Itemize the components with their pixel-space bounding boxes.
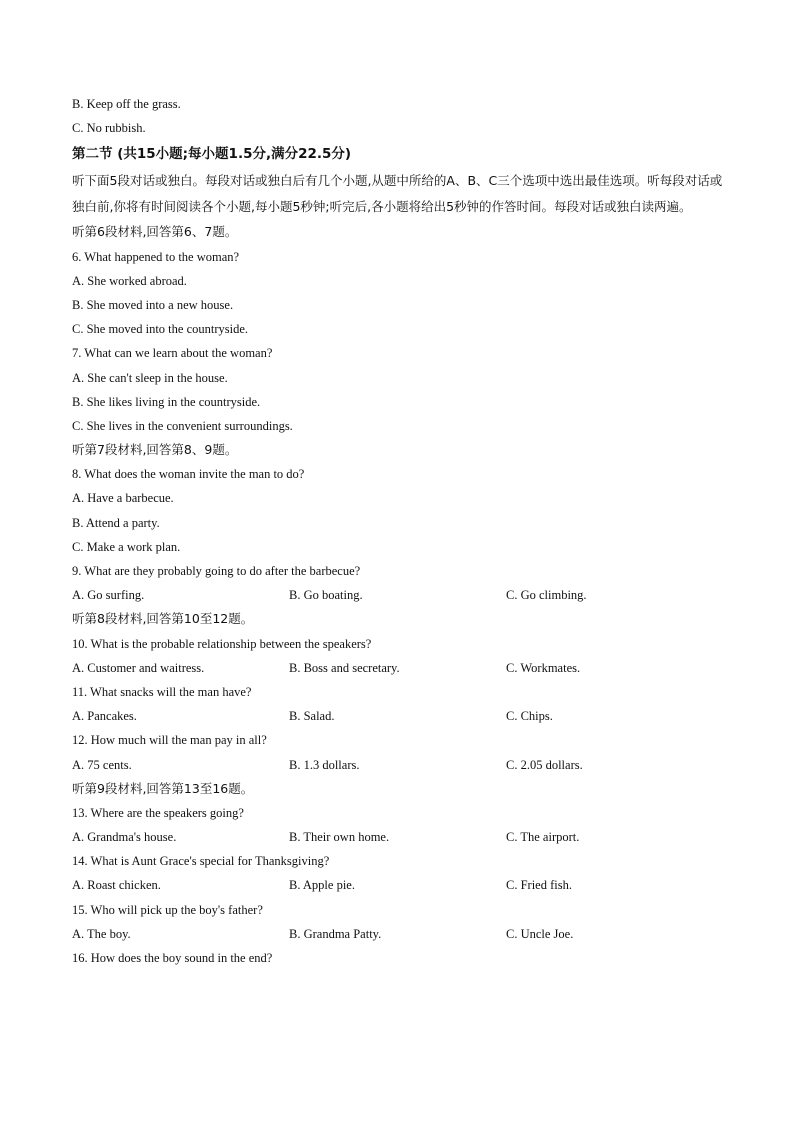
question: 10. What is the probable relationship between the speakers? [72,636,372,651]
section-heading: 第二节 (共15小题;每小题1.5分,满分22.5分) [72,146,352,163]
option-line: C. No rubbish. [72,121,146,136]
option-a: A. 75 cents. [72,757,132,772]
question: 15. Who will pick up the boy's father? [72,902,263,917]
options-row [72,825,732,849]
options-row [72,583,732,607]
option-b: B. Attend a party. [72,515,160,530]
option-b: B. She moved into a new house. [72,297,234,312]
question: 13. Where are the speakers going? [72,805,244,820]
option-b: B. Boss and secretary. [289,660,400,675]
option-c: C. Workmates. [506,660,581,675]
option-b: B. Grandma Patty. [289,926,382,941]
exam-page [72,92,732,970]
option-b: B. Apple pie. [289,878,355,893]
options-row [72,873,732,897]
question: 14. What is Aunt Grace's special for Thanksgiving? [72,854,330,869]
option-c: C. 2.05 dollars. [506,757,583,772]
option-a: A. She worked abroad. [72,273,187,288]
option-b: B. Go boating. [289,588,363,603]
option-a: A. Grandma's house. [72,830,177,845]
options-row [72,922,732,946]
group-label: 听第9段材料,回答第13至16题。 [72,780,254,796]
option-a: A. Customer and waitress. [72,660,205,675]
question: 6. What happened to the woman? [72,249,240,264]
option-c: C. Go climbing. [506,588,587,603]
option-b: B. She likes living in the countryside. [72,394,261,409]
option-b: B. 1.3 dollars. [289,757,360,772]
option-a: A. She can't sleep in the house. [72,370,228,385]
option-b: B. Their own home. [289,830,390,845]
option-c: C. She moved into the countryside. [72,322,249,337]
option-c: C. Fried fish. [506,878,572,893]
question: 16. How does the boy sound in the end? [72,951,273,965]
question: 11. What snacks will the man have? [72,684,252,699]
question: 8. What does the woman invite the man to do? [72,467,305,482]
options-row [72,656,732,680]
section-instructions: 听下面5段对话或独白。每段对话或独白后有几个小题,从题中所给的A、B、C三个选项中选出最佳选项。听每段对话或独白前,你将有时间阅读各个小题,每小题5秒钟;听完后,各小题将给出5秒钟的作答时间。每段对话或独白读两遍。 [72,173,723,215]
option-c: C. Chips. [506,709,553,724]
options-row [72,704,732,728]
option-line: B. Keep off the grass. [72,97,181,111]
option-a: A. Roast chicken. [72,878,161,893]
question: 9. What are they probably going to do after the barbecue? [72,564,361,578]
option-a: A. Go surfing. [72,588,145,603]
option-a: A. Have a barbecue. [72,491,174,506]
option-c: C. Uncle Joe. [506,926,574,941]
option-b: B. Salad. [289,709,335,724]
group-label: 听第8段材料,回答第10至12题。 [72,611,254,627]
question: 7. What can we learn about the woman? [72,346,273,361]
option-a: A. Pancakes. [72,709,137,724]
option-c: C. Make a work plan. [72,539,181,554]
question: 12. How much will the man pay in all? [72,733,267,748]
option-c: C. She lives in the convenient surroundings. [72,418,293,433]
options-row [72,753,732,777]
option-c: C. The airport. [506,830,580,845]
group-label: 听第7段材料,回答第8、9题。 [72,442,238,458]
option-a: A. The boy. [72,926,131,941]
group-label: 听第6段材料,回答第6、7题。 [72,224,238,240]
